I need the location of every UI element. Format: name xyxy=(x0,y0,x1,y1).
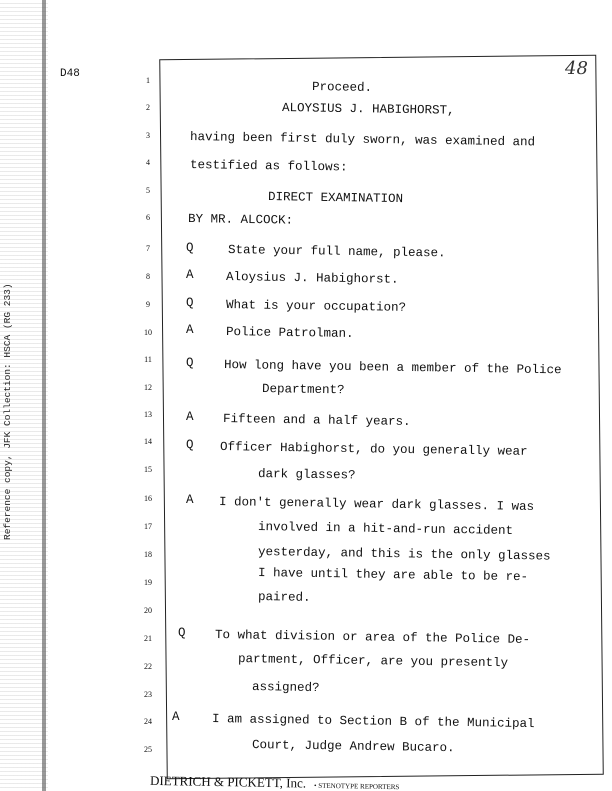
line-number: 8 xyxy=(146,272,150,281)
transcript-line: yesterday, and this is the only glasses xyxy=(257,545,551,564)
transcript-line: What is your occupation? xyxy=(225,298,407,315)
transcript-line: I don't generally wear dark glasses. I was xyxy=(218,495,535,514)
line-number: 7 xyxy=(146,244,150,253)
transcript-line: partment, Officer, are you presently xyxy=(237,652,509,671)
speaker-label: Q xyxy=(186,241,194,255)
line-number: 3 xyxy=(146,131,150,140)
line-number: 2 xyxy=(146,103,150,112)
line-number: 23 xyxy=(144,690,152,699)
transcript-line: Court, Judge Andrew Bucaro. xyxy=(251,738,455,756)
line-number: 18 xyxy=(144,550,152,559)
footer-firm: DIETRICH & PICKETT, Inc. xyxy=(149,772,307,791)
transcript-line: ALOYSIUS J. HABIGHORST, xyxy=(281,101,455,118)
line-number: 22 xyxy=(144,662,152,671)
line-number: 1 xyxy=(146,76,150,85)
transcript-line: assigned? xyxy=(251,680,320,696)
transcript-line: I am assigned to Section B of the Municipal xyxy=(211,712,535,732)
line-number: 25 xyxy=(144,745,152,754)
transcript-line: Proceed. xyxy=(311,80,373,95)
transcript-line: Aloysius J. Habighorst. xyxy=(225,270,399,287)
footer-tagline: • STENOTYPE REPORTERS xyxy=(313,781,400,791)
transcript-line: Officer Habighorst, do you generally wear xyxy=(219,440,528,459)
transcript-line: BY MR. ALCOCK: xyxy=(187,212,294,228)
page-id: D48 xyxy=(60,68,80,80)
footer xyxy=(150,773,400,791)
scan-edge-line xyxy=(42,0,46,791)
transcript-line: having been first duly sworn, was examined and xyxy=(189,130,536,150)
transcript-line: Department? xyxy=(261,382,345,398)
speaker-label: Q xyxy=(186,356,194,370)
line-number: 10 xyxy=(144,328,152,337)
speaker-label: Q xyxy=(178,626,186,640)
transcript-line: dark glasses? xyxy=(257,467,356,483)
reference-stamp: Reference copy, JFK Collection: HSCA (RG 233) xyxy=(2,283,13,540)
line-number: 4 xyxy=(146,158,150,167)
transcript-line: To what division or area of the Police De- xyxy=(214,628,531,647)
speaker-label: Q xyxy=(186,438,194,452)
speaker-label: A xyxy=(186,493,194,507)
transcript-line: testified as follows: xyxy=(189,158,348,175)
transcript-line: I have until they are able to be re- xyxy=(257,566,529,585)
line-number: 19 xyxy=(144,578,152,587)
transcript-line: involved in a hit-and-run accident xyxy=(257,520,514,539)
speaker-label: A xyxy=(186,268,194,282)
line-number: 17 xyxy=(144,522,152,531)
transcript-line: DIRECT EXAMINATION xyxy=(267,190,404,207)
line-number: 21 xyxy=(144,634,152,643)
transcript-line: State your full name, please. xyxy=(227,243,446,261)
line-number: 24 xyxy=(144,717,152,726)
speaker-label: A xyxy=(186,323,194,337)
transcript-line: Police Patrolman. xyxy=(225,325,354,342)
transcript-line: Fifteen and a half years. xyxy=(222,412,411,429)
transcript-line: How long have you been a member of the Police xyxy=(223,358,562,378)
line-number: 20 xyxy=(144,606,152,615)
transcript-line: paired. xyxy=(257,590,311,605)
speaker-label: Q xyxy=(186,296,194,310)
line-number: 11 xyxy=(144,355,152,364)
line-number: 9 xyxy=(146,300,150,309)
line-number: 16 xyxy=(144,494,152,503)
line-number: 5 xyxy=(146,186,150,195)
line-number: 14 xyxy=(144,437,152,446)
line-number: 15 xyxy=(144,465,152,474)
line-number: 12 xyxy=(144,383,152,392)
speaker-label: A xyxy=(186,410,194,424)
speaker-label: A xyxy=(172,710,180,724)
line-number: 6 xyxy=(146,213,150,222)
line-number: 13 xyxy=(144,410,152,419)
handwritten-page-number: 48 xyxy=(565,58,588,79)
